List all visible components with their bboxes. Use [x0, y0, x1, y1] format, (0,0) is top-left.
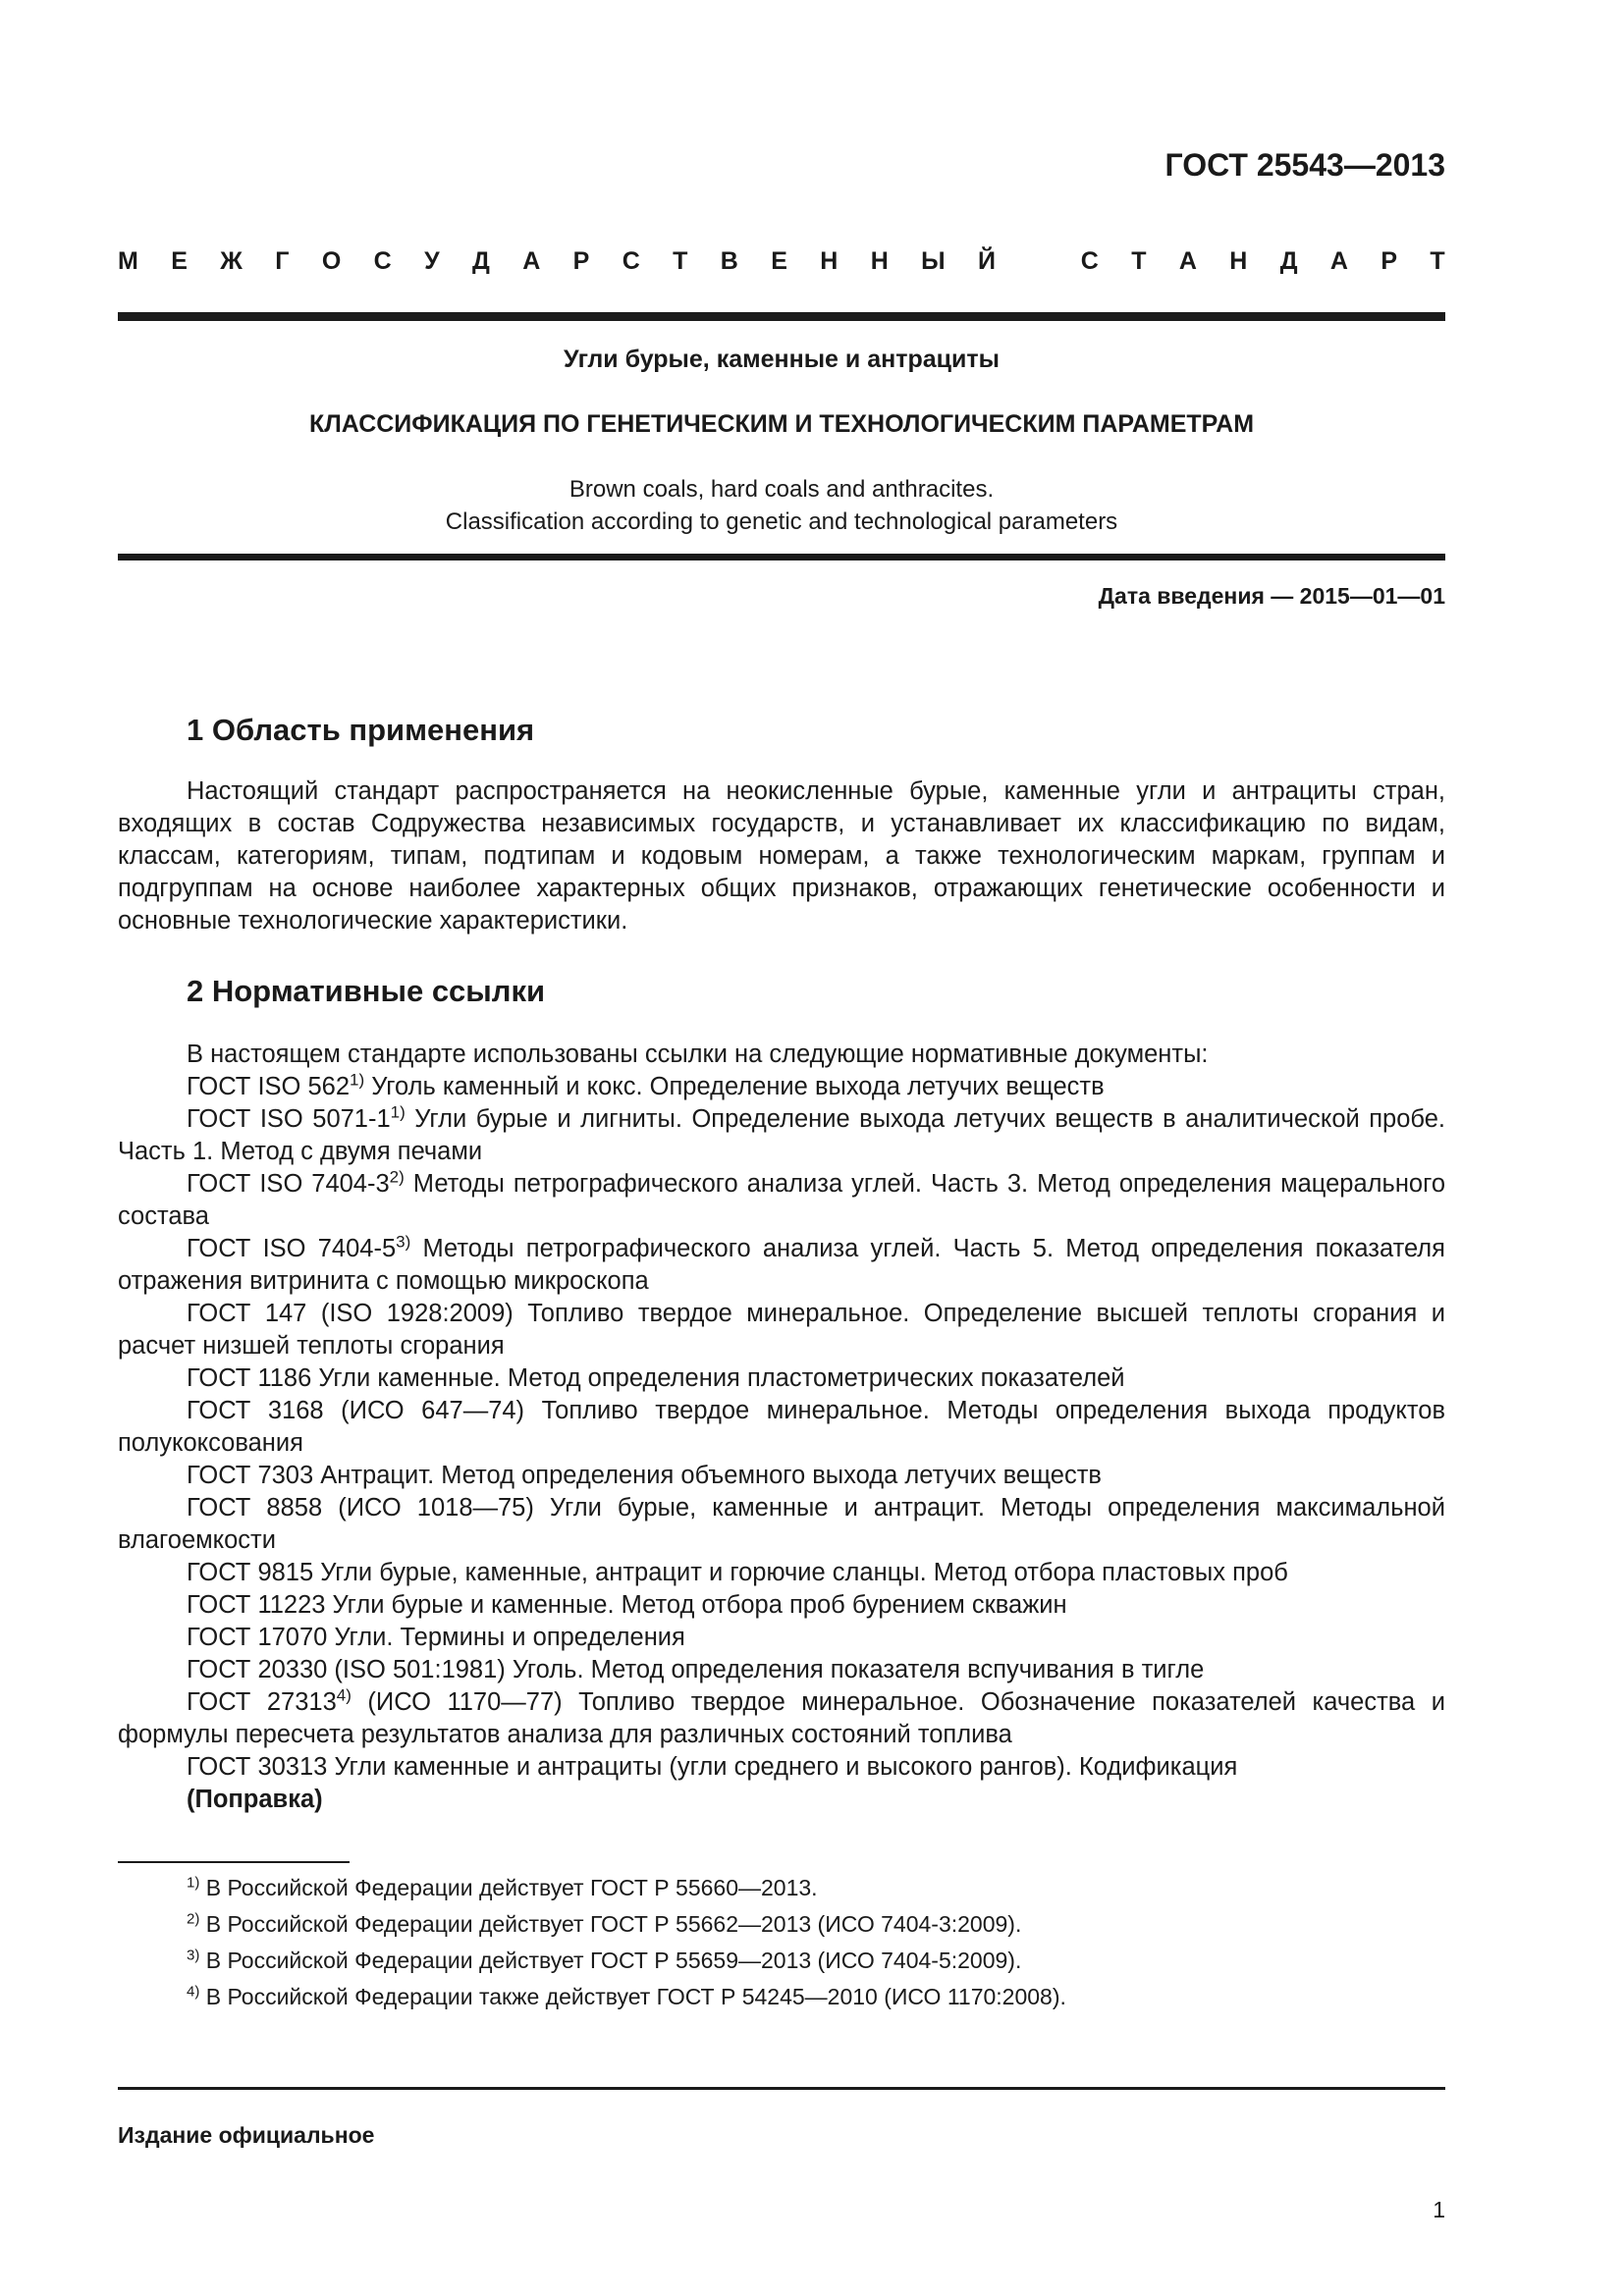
footnote-marker: 4)	[336, 1685, 352, 1705]
reference-item	[118, 1395, 1445, 1460]
footer-rule	[118, 2087, 1445, 2090]
reference-code: ГОСТ ISO 7404-5	[187, 1235, 397, 1262]
reference-code: ГОСТ 27313	[187, 1688, 337, 1716]
footnote-separator	[118, 1861, 350, 1863]
reference-title: Методы петрографического анализа углей. Часть 5. Метод определения показателя отражения витринита с помощью микроскопа	[118, 1235, 1445, 1295]
reference-code: ГОСТ 20330 (ISO 501:1981)	[187, 1656, 506, 1683]
reference-code: ГОСТ 11223	[187, 1591, 326, 1619]
reference-title: Угли бурые и каменные. Метод отбора проб бурением скважин	[325, 1591, 1067, 1619]
reference-title: Антрацит. Метод определения объемного выхода летучих веществ	[313, 1462, 1102, 1489]
reference-item	[118, 1168, 1445, 1233]
reference-code: ГОСТ 9815	[187, 1559, 314, 1586]
reference-title: Топливо твердое минеральное. Определение высшей теплоты сгорания и расчет низшей теплоты сгорания	[118, 1300, 1445, 1360]
kicker-letter: У	[424, 247, 440, 275]
normative-references	[118, 1039, 1445, 1816]
kicker-letter: Н	[870, 247, 889, 275]
reference-code: ГОСТ 30313	[187, 1753, 328, 1781]
title-english-line2: Classification according to genetic and technological parameters	[445, 508, 1118, 535]
reference-title: Угли бурые, каменные, антрацит и горючие сланцы. Метод отбора пластовых проб	[313, 1559, 1288, 1586]
kicker-letter: Р	[572, 247, 590, 275]
kicker-letter: М	[118, 247, 138, 275]
standard-type-kicker	[118, 247, 1445, 276]
reference-title: Угли. Термины и определения	[327, 1624, 685, 1651]
reference-code: ГОСТ 147 (ISO 1928:2009)	[187, 1300, 514, 1327]
header-rule	[118, 312, 1445, 321]
reference-code: ГОСТ 7303	[187, 1462, 314, 1489]
kicker-letter: Т	[1430, 247, 1445, 275]
kicker-letter: Е	[171, 247, 188, 275]
kicker-letter: Д	[472, 247, 490, 275]
reference-list	[118, 1071, 1445, 1784]
footnote-item	[187, 1943, 1445, 1979]
reference-item	[118, 1589, 1445, 1622]
reference-code: ГОСТ 1186	[187, 1364, 312, 1392]
reference-item	[118, 1622, 1445, 1654]
reference-item	[118, 1686, 1445, 1751]
footnote-text: В Российской Федерации действует ГОСТ Р 55660—2013.	[199, 1875, 818, 1900]
title-english-line1: Brown coals, hard coals and anthracites.	[568, 476, 995, 503]
title-subject: Угли бурые, каменные и антрациты	[564, 346, 1000, 373]
footnote-item	[187, 1906, 1445, 1943]
reference-item	[118, 1492, 1445, 1557]
kicker-letter: Ы	[921, 247, 946, 275]
reference-title: Угли бурые и лигниты. Определение выхода летучих веществ в аналитической пробе. Часть 1. Метод с двумя печами	[118, 1105, 1446, 1165]
footnote-text: В Российской Федерации действует ГОСТ Р 55659—2013 (ИСО 7404-5:2009).	[199, 1948, 1022, 1973]
reference-item	[118, 1298, 1445, 1362]
footnote-mark: 4)	[187, 1983, 200, 2001]
reference-code: ГОСТ 3168 (ИСО 647—74)	[187, 1397, 525, 1424]
kicker-letter: Й	[978, 247, 996, 275]
edition-label: Издание официальное	[118, 2122, 375, 2148]
introduction-date: Дата введения — 2015—01—01	[1098, 583, 1445, 609]
footnote-item	[187, 1870, 1445, 1906]
title-english	[118, 473, 1445, 538]
reference-title: Уголь каменный и кокс. Определение выхода летучих веществ	[364, 1073, 1105, 1100]
kicker-letter: А	[1178, 247, 1197, 275]
reference-title: Уголь. Метод определения показателя вспучивания в тигле	[505, 1656, 1205, 1683]
kicker-gap	[1028, 247, 1048, 276]
footnote-mark: 2)	[187, 1910, 200, 1928]
kicker-letter: С	[373, 247, 392, 275]
reference-item	[118, 1460, 1445, 1492]
reference-item	[118, 1557, 1445, 1589]
footnotes	[187, 1870, 1445, 2015]
kicker-letter: О	[321, 247, 342, 275]
kicker-letter: Г	[275, 247, 290, 275]
reference-title: (ИСО 1170—77) Топливо твердое минеральное. Обозначение показателей качества и формулы пересчета результатов анализа для различных состояний топлива	[118, 1688, 1445, 1748]
kicker-letter: А	[522, 247, 541, 275]
kicker-letter: Т	[1131, 247, 1147, 275]
reference-item	[118, 1233, 1445, 1298]
footnote-marker: 1)	[390, 1102, 406, 1122]
reference-item	[118, 1071, 1445, 1103]
footnote-item	[187, 1979, 1445, 2015]
references-intro: В настоящем стандарте использованы ссылки на следующие нормативные документы:	[187, 1041, 1209, 1068]
footnote-marker: 1)	[350, 1070, 365, 1090]
footnote-marker: 3)	[396, 1232, 411, 1252]
reference-title: Угли каменные. Метод определения пластометрических показателей	[311, 1364, 1125, 1392]
reference-code: ГОСТ ISO 562	[187, 1073, 350, 1100]
correction-label: (Поправка)	[187, 1786, 323, 1813]
reference-code: ГОСТ ISO 7404-3	[187, 1170, 390, 1198]
title-rule	[118, 554, 1445, 561]
footnote-marker: 2)	[389, 1167, 405, 1187]
kicker-letter: Д	[1279, 247, 1298, 275]
section-1-text: Настоящий стандарт распространяется на неокисленные бурые, каменные угли и антрациты стран, входящих в состав Содружества независимых государств, и устанавливает их классификацию по видам, классам, категориям, типам, подтипам и кодовым номерам, а также технологическим маркам, группам и подгруппам на основе наиболее характерных общих признаков, отражающих генетические особенности и основные технологические характеристики.	[118, 777, 1445, 934]
kicker-letter: Ж	[220, 247, 243, 275]
reference-title: Методы петрографического анализа углей. Часть 3. Метод определения мацерального состава	[118, 1170, 1445, 1230]
kicker-letter: Т	[673, 247, 688, 275]
reference-code: ГОСТ ISO 5071-1	[187, 1105, 391, 1133]
kicker-letter: Н	[1229, 247, 1248, 275]
reference-title: Угли каменные и антрациты (угли среднего и высокого рангов). Кодификация	[327, 1753, 1238, 1781]
reference-title: Топливо твердое минеральное. Методы определения выхода продуктов полукоксования	[118, 1397, 1446, 1457]
kicker-letter: С	[622, 247, 640, 275]
reference-code: ГОСТ 17070	[187, 1624, 328, 1651]
reference-item	[118, 1362, 1445, 1395]
footnote-mark: 3)	[187, 1947, 200, 1964]
reference-code: ГОСТ 8858 (ИСО 1018—75)	[187, 1494, 534, 1522]
footnote-text: В Российской Федерации действует ГОСТ Р 55662—2013 (ИСО 7404-3:2009).	[199, 1911, 1022, 1937]
kicker-letter: В	[720, 247, 738, 275]
reference-item	[118, 1654, 1445, 1686]
footnote-text: В Российской Федерации также действует ГОСТ Р 54245—2010 (ИСО 1170:2008).	[199, 1984, 1066, 2009]
reference-item	[118, 1103, 1445, 1168]
reference-title: Угли бурые, каменные и антрацит. Методы определения максимальной влагоемкости	[118, 1494, 1445, 1554]
section-1-heading: 1 Область применения	[187, 713, 535, 747]
footnote-mark: 1)	[187, 1874, 200, 1892]
document-number: ГОСТ 25543—2013	[1164, 147, 1445, 183]
page-number: 1	[1433, 2197, 1445, 2222]
kicker-letter: Н	[820, 247, 839, 275]
kicker-letter: Е	[771, 247, 787, 275]
kicker-letter: С	[1080, 247, 1099, 275]
kicker-letter: Р	[1380, 247, 1398, 275]
section-2-heading: 2 Нормативные ссылки	[187, 974, 546, 1008]
reference-item	[118, 1751, 1445, 1784]
title-classification: КЛАССИФИКАЦИЯ ПО ГЕНЕТИЧЕСКИМ И ТЕХНОЛОГИЧЕСКИМ ПАРАМЕТРАМ	[308, 410, 1255, 438]
kicker-letter: А	[1329, 247, 1348, 275]
